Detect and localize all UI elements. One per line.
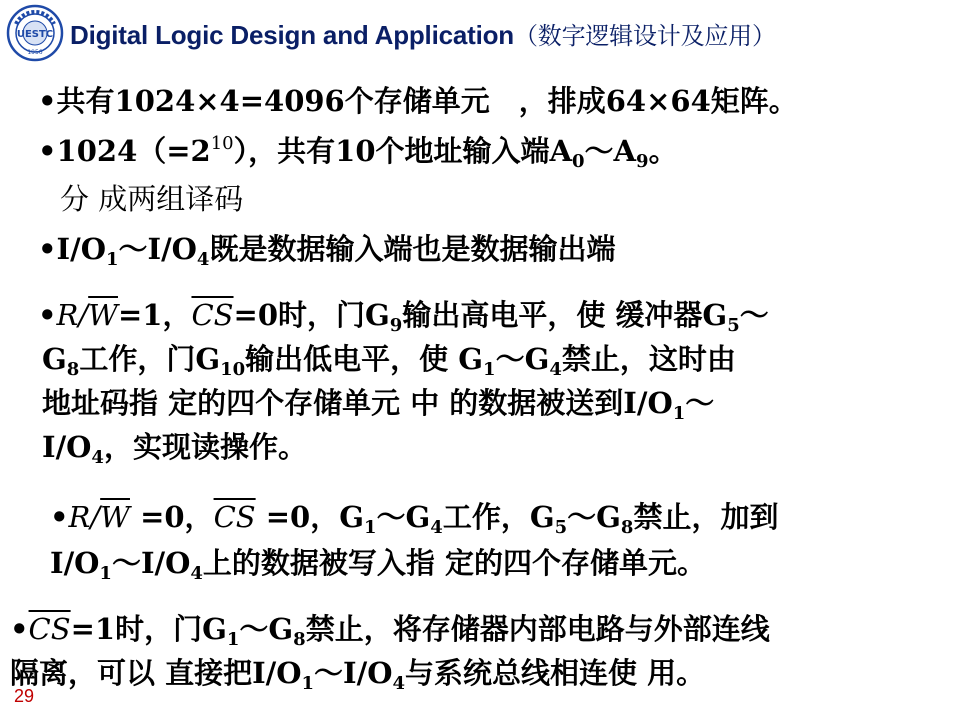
read-paragraph-line-1 — [38, 298, 769, 336]
university-seal-icon — [6, 4, 64, 62]
text-line-3 — [60, 182, 243, 216]
line-text: 分 成两组译码 — [60, 182, 244, 216]
line-text: 工作，G — [442, 500, 555, 534]
line-text: 输出高电平，使 缓冲器G — [402, 298, 728, 332]
subscript: 1 — [483, 359, 496, 380]
bullet: • — [50, 500, 69, 534]
signal-cs-bar: $\overline{CS}$ — [213, 500, 256, 534]
cs-paragraph-line-1 — [10, 612, 770, 650]
signal-r: R — [68, 500, 91, 534]
subscript: 4 — [549, 359, 562, 380]
line-text: =1， — [117, 298, 192, 332]
line-text: =0，G — [255, 500, 364, 534]
read-paragraph-line-3 — [42, 386, 715, 424]
line-text: ～G — [239, 612, 294, 646]
text-line-2 — [38, 133, 678, 172]
line-text: I/O — [42, 430, 92, 464]
line-text: =0， — [129, 500, 214, 534]
subscript: 8 — [293, 629, 306, 650]
write-paragraph-line-1 — [50, 500, 779, 538]
line-text: =0时，门G — [233, 298, 390, 332]
line-text: 工作，门G — [79, 342, 221, 376]
subscript: 9 — [389, 315, 403, 336]
slide-title — [70, 16, 776, 51]
line-text: =1时，门G — [70, 612, 227, 646]
line-text: I/O — [50, 546, 100, 580]
line-text: G — [42, 342, 67, 376]
subscript: 8 — [66, 359, 80, 380]
line-text: 与系统总线相连使 用。 — [405, 656, 706, 690]
line-text: 。 — [648, 134, 678, 168]
subscript: 5 — [554, 517, 568, 538]
line-text: 既是数据输入端也是数据输出端 — [209, 232, 616, 266]
subscript: 1 — [363, 517, 377, 538]
read-paragraph-line-4 — [42, 430, 307, 468]
signal-cs-bar: $\overline{CS}$ — [28, 612, 71, 646]
line-text: 输出低电平，使 G — [245, 342, 484, 376]
svg-text:1956: 1956 — [27, 49, 43, 56]
signal-w-bar: $\overline{W}$ — [100, 500, 130, 534]
slide-header — [0, 0, 960, 70]
subscript: 4 — [91, 447, 104, 468]
subscript: 1 — [99, 563, 112, 584]
subscript: 1 — [672, 403, 686, 424]
line-text: ～ — [685, 386, 715, 420]
line-text: 禁止，将存储器内部电路与外部连线 — [305, 612, 770, 646]
signal-r: R — [56, 298, 79, 332]
subscript: 10 — [220, 359, 246, 380]
write-paragraph-line-2 — [50, 546, 707, 584]
line-text: ～I/O — [118, 232, 197, 266]
subscript: 9 — [636, 151, 649, 172]
read-paragraph-line-2 — [42, 342, 736, 380]
line-text: ～G — [376, 500, 431, 534]
subscript: 4 — [196, 249, 210, 270]
cs-paragraph-line-2 — [10, 656, 706, 694]
signal-w-bar: $\overline{W}$ — [88, 298, 118, 332]
line-text: •1024（=2 — [38, 134, 211, 168]
signal-cs-bar: $\overline{CS}$ — [191, 298, 234, 332]
line-text: 地址码指 定的四个存储单元 中 的数据被送到I/O — [42, 386, 673, 420]
page-number: 29 — [14, 686, 35, 706]
line-text: •I/O — [38, 232, 106, 266]
subscript: 1 — [301, 673, 315, 694]
line-text: 禁止，加到 — [633, 500, 779, 534]
line-text: ～A — [584, 134, 637, 168]
line-text: ～G — [495, 342, 550, 376]
title-chinese: （数字逻辑设计及应用） — [513, 23, 776, 50]
bullet: • — [38, 298, 57, 332]
superscript: 10 — [210, 133, 234, 154]
line-text: 隔离，可以 直接把I/O — [10, 656, 302, 690]
text-line-4 — [38, 232, 616, 270]
line-text: •共有1024×4=4096个存储单元 ，排成64×64矩阵。 — [38, 84, 798, 118]
title-english: Digital Logic Design and Application — [70, 20, 514, 50]
line-text: ，实现读操作。 — [103, 430, 307, 464]
subscript: 8 — [620, 517, 634, 538]
subscript: 4 — [430, 517, 443, 538]
line-text: ～I/O — [314, 656, 393, 690]
slash: / — [90, 500, 101, 534]
line-text: ），共有10个地址输入端A — [233, 134, 572, 168]
subscript: 1 — [105, 249, 119, 270]
line-text: ～I/O — [111, 546, 191, 580]
bullet: • — [10, 612, 29, 646]
subscript: 4 — [392, 673, 405, 694]
line-text: ～G — [567, 500, 621, 534]
subscript: 0 — [572, 151, 585, 172]
subscript: 1 — [226, 629, 240, 650]
slash: / — [78, 298, 89, 332]
line-text: 上的数据被写入指 定的四个存储单元。 — [202, 546, 707, 580]
text-line-1 — [38, 84, 798, 118]
subscript: 4 — [190, 563, 203, 584]
subscript: 5 — [727, 315, 740, 336]
line-text: 禁止，这时由 — [561, 342, 736, 376]
line-text: ～ — [739, 298, 769, 332]
svg-text:UESTC: UESTC — [16, 29, 54, 40]
